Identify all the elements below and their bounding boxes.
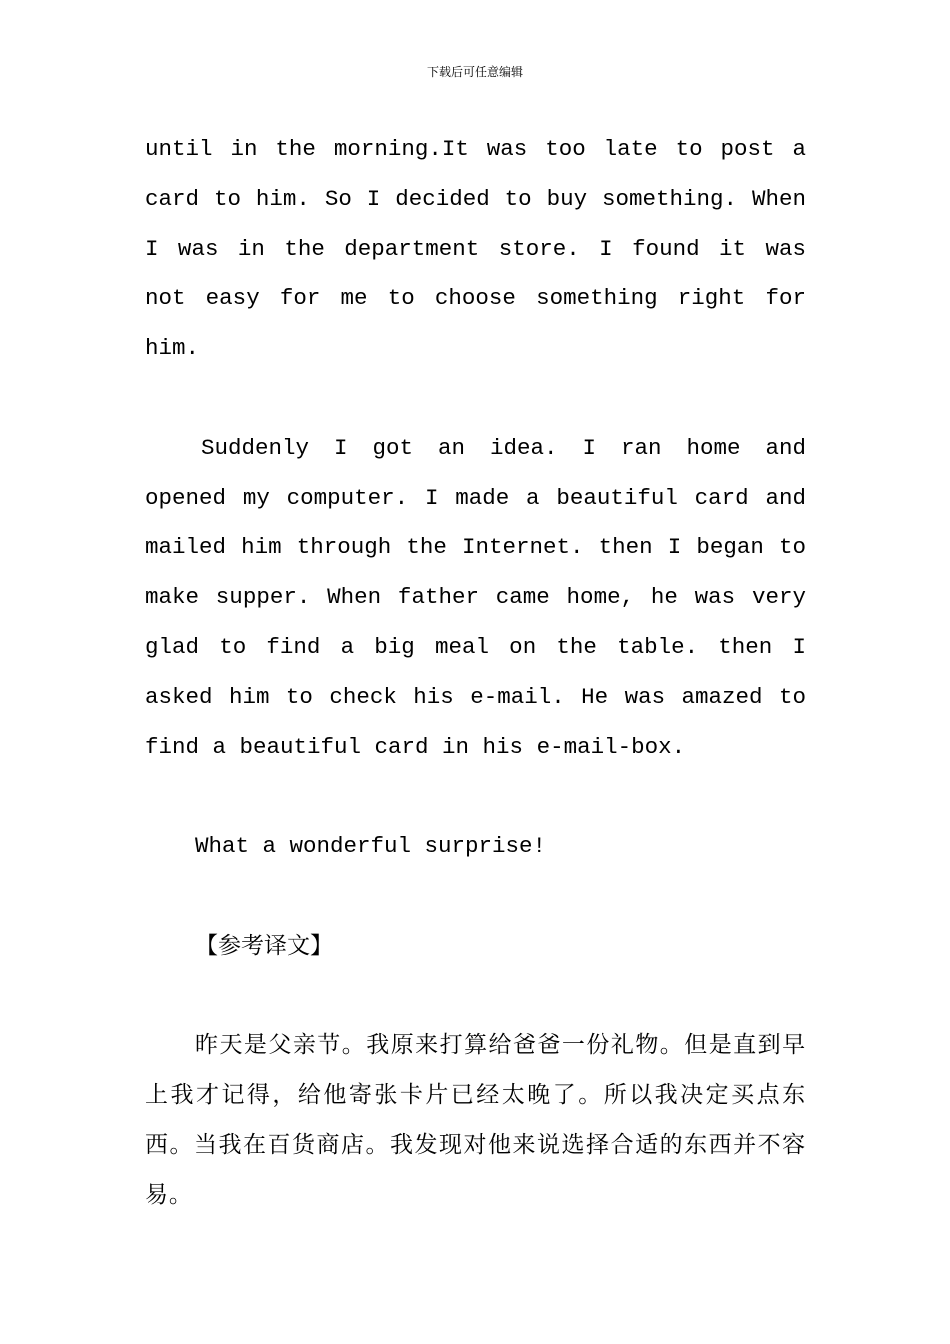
paragraph-1: until in the morning.It was too late to post a card to him. So I decided to buy something. When I was in the department store. I found it was not easy for me to choose something right for him.	[145, 136, 806, 362]
translation-heading: 【参考译文】	[195, 932, 333, 959]
paragraph-2: Suddenly I got an idea. I ran home and opened my computer. I made a beautiful card and mailed him through the Internet. then I began to make supper. When father came home, he was very glad to find a big meal on the table. then I asked him to check his e-mail. He was amazed to find a beautiful card in his e-mail-box.	[145, 434, 806, 760]
paragraph-3: What a wonderful surprise!	[195, 833, 547, 860]
paragraph-gap	[145, 872, 806, 922]
paragraph-gap	[145, 772, 806, 822]
document-body	[145, 125, 806, 1221]
page-header: 下载后可任意编辑	[426, 65, 523, 79]
paragraph-gap	[145, 972, 806, 1022]
paragraph-gap	[145, 374, 806, 424]
translation-paragraph: 昨天是父亲节。我原来打算给爸爸一份礼物。但是直到早上我才记得，给他寄张卡片已经太晚了。所以我决定买点东西。当我在百货商店。我发现对他来说选择合适的东西并不容易。	[145, 1032, 806, 1208]
